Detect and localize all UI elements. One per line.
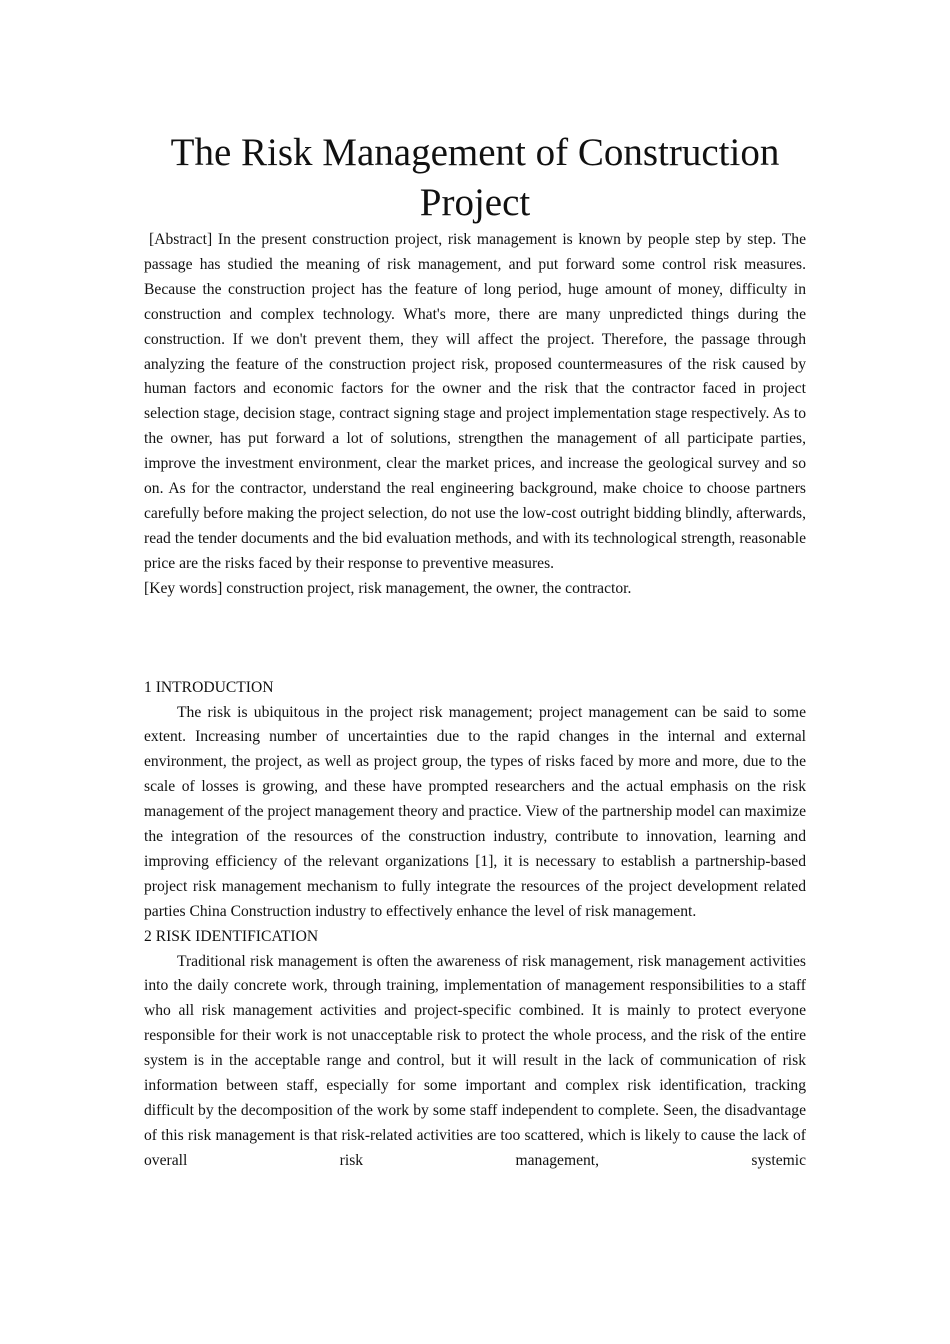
keywords-paragraph: [Key words] construction project, risk management, the owner, the contractor.: [144, 579, 632, 597]
section-introduction: [144, 676, 806, 925]
section-heading: 1 INTRODUCTION: [144, 678, 274, 696]
document-title: The Risk Management of Construction Project: [170, 131, 780, 224]
abstract-paragraph: [Abstract] In the present construction project, risk management is known by people step by step. The passage has studied the meaning of risk management, and put forward some control risk measures. Because the construction project has the feature of long period, huge amount of money, difficulty in construction and complex technology. What's more, there are many unpredicted things during the construction. If we don't prevent them, they will affect the project. Therefore, the passage through analyzing the feature of the construction project risk, proposed countermeasures of the risk caused by human factors and economic factors for the owner and the risk that the contractor faced in project selection stage, decision stage, contract signing stage and project implementation stage respectively. As to the owner, has put forward a lot of solutions, strengthen the management of all participate parties, improve the investment environment, clear the market prices, and increase the geological survey and so on. As for the contractor, understand the real engineering background, make choice to choose partners carefully before making the project selection, do not use the low-cost outright bidding blindly, afterwards, read the tender documents and the bid evaluation methods, and with its technological strength, reasonable price are the risks faced by their response to preventive measures.: [144, 231, 806, 572]
section-risk-identification: [144, 925, 806, 1174]
section-body: Traditional risk management is often the awareness of risk management, risk management activities into the daily concrete work, through training, implementation of management responsibilities to a staff who all risk management activities and project-specific combined. It is mainly to protect everyone responsible for their work is not unacceptable risk to protect the whole process, and the risk of the entire system is in the acceptable range and control, but it will result in the lack of communication of risk information between staff, especially for some important and complex risk identification, tracking difficult by the decomposition of the work by some staff independent to complete. Seen, the disadvantage of this risk management is that risk-related activities are too scattered, which is likely to cause the lack of overall risk management, systemic: [144, 952, 806, 1169]
section-spacer: [144, 602, 806, 676]
section-heading: 2 RISK IDENTIFICATION: [144, 927, 319, 945]
section-body: The risk is ubiquitous in the project risk management; project management can be said to some extent. Increasing number of uncertainties due to the rapid changes in the internal and external environment, the project, as well as project group, the types of risks faced by more and more, due to the scale of losses is growing, and these have prompted researchers and the actual emphasis on the risk management of the project management theory and practice. View of the partnership model can maximize the integration of the resources of the construction industry, contribute to innovation, learning and improving efficiency of the relevant organizations [1], it is necessary to establish a partnership-based project risk management mechanism to fully integrate the resources of the project development related parties China Construction industry to effectively enhance the level of risk management.: [144, 703, 806, 920]
document-page: [144, 128, 806, 1174]
